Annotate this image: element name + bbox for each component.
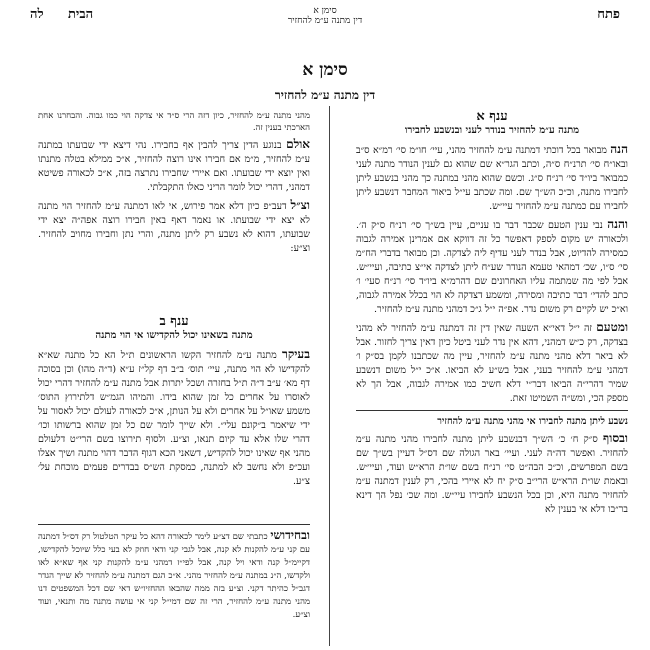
- running-head-left-word: הבית: [68, 7, 94, 22]
- paragraph: [38, 198, 310, 256]
- paragraph-lead-word: וצ״ל: [290, 198, 310, 212]
- right-column: [356, 110, 628, 520]
- page-number: לה: [30, 7, 44, 22]
- paragraph-lead-word: והנה: [607, 217, 628, 231]
- paragraph: [356, 320, 628, 406]
- paragraph-lead-word: ובחידושי: [270, 528, 310, 542]
- left-column-section-b: [38, 315, 310, 492]
- paragraph-text: נבי ענין הטעם שכבר דבר בו עניים, עיין בש״ך סי׳ רנ״ח ס״ק ה׳. ולכאורה יש מקום לספק דאפשר כל זה דווקא אם אמרינן אמירה לגבוה כמסירה להדיוט, אבל בנדר לעני עדיף ליה לצדקה. וכן מבואר בדברי הח״מ סי׳ ס״ו, שכ׳ דמהאי טעמא הנודר שע״ח ליתן לצדקה אי״צ כתיבה, ועיי״ש. אבל לפי מה שמתמה עליו האחרונים שם דהרמ״א ביו״ד סי׳ רנ״ח סעי׳ ו׳ כתב להדי׳ דבר כתיבה ומסירה, ומשמע דצדקה לא הוי בכלל אמירה לגבוה, וא״כ יש לקיים רק משום נדר. אפ״ה י״ל ג״כ דמהני מתנה ע״מ להחזיר.: [356, 220, 628, 315]
- section-heading-anaf-a: ענף א: [476, 109, 508, 124]
- paragraph-text: כתבתי שם דצ״ע לימר לכאורה דהא כל עיקר הטלטול רק דס״ל דמתנה עם קני ע״מ להקנות לא קנה, אבל לגבי קני ודאי חוזק לא בעי כלל שיוכל להקדישו, דקיימ״ל קנה ודאי ויל קנה, אבל לפי״ז דמהני ע״מ להקנות קני אף שא״א לאו ולקדשו, ה״נ במתנה ע״מ להחזיר מהני. א״כ הגם דמתנה ע״מ להחזיר לא שייך הגדר דגב״ל כהיתר דקני. וצ״ע בזה ממה שהבאו ההחזיו״ש דאי שם דכל המשפטים דנו מהני מתנה ע״מ להחזיר, הרי זה שם דמי״ל קני אי עושה מתנה מה ותנאי, ועוד וצ״ע.: [38, 532, 310, 620]
- section-rule: [356, 410, 628, 411]
- column-divider: [329, 106, 330, 646]
- subsection-heading: נשבע ליתן מתנה לחבירו אי מהני מתנה ע״מ להחזיר: [437, 416, 628, 427]
- paragraph-text: דעב״פ כיון דלא אמר פירוש, אי לאו דמתנה ע״מ להחזיר הוי מתנה לא יצא ידי שבועתו. או נאמר דאף באין חבירו רוצה אפה״ה יצא ידי שבועתו, דהוא לא נשבע רק ליתן מתנה, והרי נתן וחבירו מחויב להחזיר. וצ״ע:: [38, 201, 310, 254]
- page-title: סימן א: [302, 60, 348, 80]
- running-head-center-line2: דין מתנה ע״מ להחזיר: [287, 16, 363, 26]
- paragraph-text: בנוגע הדין צריך להבין אף בחבירו. נהי דיצא ידי שבועתו במתנה ע״מ להחזיר, מ״מ אם חבירו אינו רוצה להחזיר, א״כ ממילא בטלה מתנתו ואין יוצא ידי שבועתו. ואם איירי שחבירו נתרצה בזה, א״כ לכאורה פשיטא דמהני, דהרי יכול לומר הריני כאלו התקבלתי.: [38, 140, 310, 193]
- paragraph-lead-word: ומטעם: [596, 320, 629, 334]
- paragraph: [38, 137, 310, 195]
- section-heading-anaf-b: ענף ב: [159, 314, 189, 329]
- paragraph-text: זה י״ל דאי״א השעה שאין דין זה דמתנה ע״מ להחזיר לא מהני בצדקה, רק כ״ש דמהני, דהא אין נדר לעני ביטל כיון דאין צריך לחזור. אבל לא ביאר דלא מהני מתנה ע״מ להחזיר, עיין מה שכתבנו לקמן בס״ק ו׳ דמהני ע״מ להחזיר בעני, אבל בש״ע לא הביאו. א״כ י״ל משום דנשבע שמיר דהרי״ה הביאו דבר״י דלא חשיב כמו אמירה לגבוה, אבל הך לא מספק הכי, ומש״ה השמיטו זאת.: [356, 323, 628, 404]
- paragraph-lead-word: אולם: [286, 137, 310, 151]
- section-subheading-anaf-b: מתנה בשאינו יכול להקדישו אי הוי מתנה: [95, 330, 253, 341]
- paragraph-continuation: מהני מתנה ע״מ להחזיר, כיון דזה הרי ס״ד אי צדקה הוי כמו גבוה. והבחרנו אחת הארכתי בענין זה.: [38, 111, 310, 133]
- paragraph: [38, 347, 310, 489]
- section-rule: [38, 524, 310, 525]
- running-head-center-line1: סימן א: [313, 6, 337, 16]
- running-head: [30, 6, 620, 28]
- left-column: [38, 110, 310, 259]
- running-head-right: פתח: [597, 7, 620, 22]
- paragraph-text: ס״ק ח׳ כ׳ הש״ך דבנשבע ליתן מתנה לחבירו מהני מתנה ע״מ להחזיר. ואפשר דה״ה לעני. ועיי׳ באר הגולה שם דס״ל דעיין בש״ך שם בשם המפרשים, וכ״כ הבה״ט סי׳ רנ״ח בשם שו״ת הרא״ש ועוד, ועיי״ש. ובאמת שו״ת הרא״ש הרי״ב ס״ק יח לא איירי בהכי, רק לענין דמתנה ע״מ להחזיר מתנה היא, וכן בכל הנשבע לחבירו עיי״ש. ומה שכ׳ נפל הך דינא בר״בו דלא אי בענין לא: [356, 434, 628, 515]
- paragraph: [356, 431, 628, 517]
- paragraph-lead-word: בעיקר: [281, 347, 310, 361]
- page-subtitle: דין מתנה ע״מ להחזיר: [274, 88, 376, 102]
- paragraph: [356, 142, 628, 214]
- section-subheading-anaf-a: מתנה ע״מ להחזיר בנודר לעני ובנשבע לחבירו: [404, 125, 580, 136]
- paragraph-text: מתנה ע״מ להחזיר הקשו הראשונים ת״ל הא כל מתנה שא״א להקדישו לא הוי מתנה, עיי׳ תוס׳ ב״ב דף קל״ז ע״א (ד״ה מהו) וכן בסוכה דף מא׳ ע״ב ד״ה ת״ל בחזרה ושכל יתרות אבל מתנה ע״מ להחזיר דהרי יכול לאוסרו על אחרים כל זמן שהוא בידו. והמיהו הגמ״ש דלתירוץ התוס׳ משמע שאו״ל על אחרים ולא על הנותן, א״כ לכאורה לעולם יכול לאסור על ידי שיאמר ב״קונם עלי״. ולא שייך לומר שם כל זמן שהוא ברשותו וכו׳ דהרי שלו אלא עד קיום תנאו, וצ״ע. ולסוף תירוצו בשם הרי״ט דלעולם מהני אף שאינו יכול להקדיש, דשאני הכא דגוף הדבר דהוי מתנה ושיך אצלו ועכ״פ ולא נחשב לא למתנה, כמסקת הש״ס בבדרים פעמים מוכחת על׳ צ״ע.: [38, 350, 310, 487]
- running-head-center: [288, 6, 362, 26]
- paragraph: [38, 529, 310, 622]
- paragraph: [356, 217, 628, 317]
- paragraph-lead-word: ובסוף: [603, 431, 628, 445]
- left-column-footnote-block: [38, 520, 310, 625]
- paragraph-text: מבואר בכל דוכתי דמתנה ע״מ להחזיר מהני, עיי׳ חו״מ סי׳ רמ״א ס״ב ובאו״ח סי׳ תרנ״ח ס״ה, וכתב הגר״א שם שהוא גם לענין הנודר מתנה לעני כמבואר ביו״ד סי׳ רנ״ח ס״ג. וכשם שהוא מהני במתנה כך מהני בנשבע ליתן לחבירו מתנה, וכ״כ הש״ך שם. ומה שכתב עי״ל ביאור המחבר דנשבע ליתן לחבירו עם כמתנה ע״מ להחזיר עיי״ש.: [356, 145, 628, 212]
- paragraph-lead-word: הנה: [610, 142, 628, 156]
